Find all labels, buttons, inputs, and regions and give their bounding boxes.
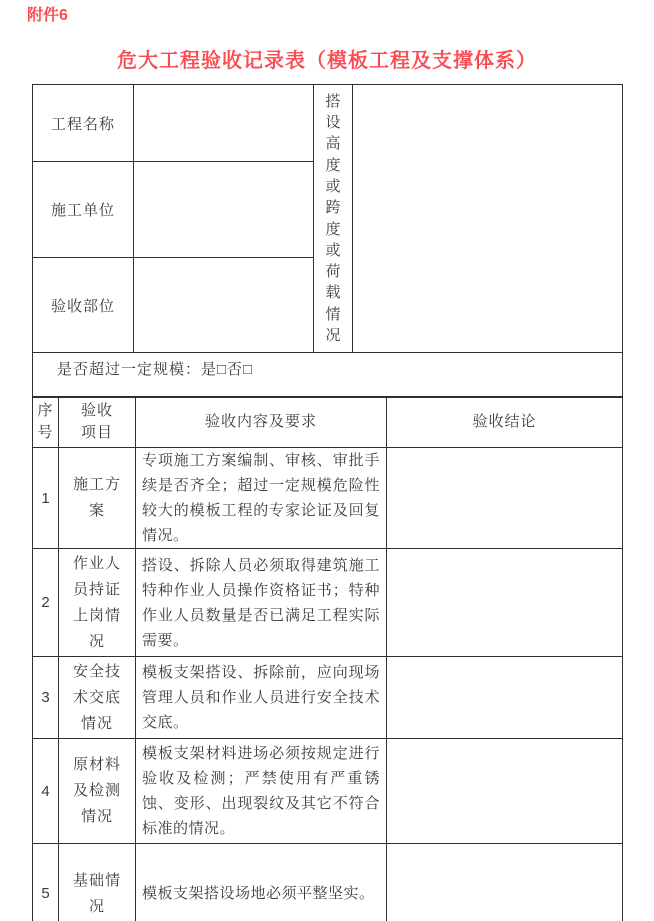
row-5-item: 基础情况 (59, 844, 136, 921)
setup-height-span-load-label: 搭设高度或跨度或荷载情况 (325, 92, 341, 344)
row-1-content: 专项施工方案编制、审核、审批手续是否齐全；超过一定规模危险性较大的模板工程的专家论证及回复情况。 (136, 448, 387, 549)
checklist-row-2 (33, 549, 623, 657)
row-3-seq: 3 (33, 657, 59, 739)
scale-question-checkboxes[interactable]: 是否超过一定规模：是□否□ (33, 353, 623, 398)
header-item: 验收项目 (59, 397, 136, 448)
row-1-seq: 1 (33, 448, 59, 549)
row-3-conclusion-cell[interactable] (387, 657, 623, 739)
construction-unit-value-cell[interactable] (134, 162, 314, 258)
checklist-row-3 (33, 657, 623, 739)
project-name-label: 工程名称 (33, 85, 134, 162)
checklist-row-1 (33, 448, 623, 549)
row-5-content: 模板支架搭设场地必须平整坚实。 (136, 844, 387, 921)
row-4-seq: 4 (33, 739, 59, 844)
setup-height-span-load-label-cell (314, 85, 353, 353)
acceptance-location-value-cell[interactable] (134, 258, 314, 353)
row-1-item: 施工方案 (59, 448, 136, 549)
info-table (32, 84, 623, 398)
attachment-label: 附件6 (27, 7, 68, 24)
row-4-content: 模板支架材料进场必须按规定进行验收及检测；严禁使用有严重锈蚀、变形、出现裂纹及其它不符合标准的情况。 (136, 739, 387, 844)
row-5-seq: 5 (33, 844, 59, 921)
header-conclusion: 验收结论 (387, 397, 623, 448)
row-2-conclusion-cell[interactable] (387, 549, 623, 657)
row-2-content: 搭设、拆除人员必须取得建筑施工特种作业人员操作资格证书；特种作业人员数量是否已满足工程实际需要。 (136, 549, 387, 657)
row-1-conclusion-cell[interactable] (387, 448, 623, 549)
row-5-conclusion-cell[interactable] (387, 844, 623, 921)
acceptance-location-label: 验收部位 (33, 258, 134, 353)
checklist-row-5 (33, 844, 623, 921)
project-name-value-cell[interactable] (134, 85, 314, 162)
info-row-project-name (33, 85, 623, 162)
info-row-scale-question (33, 353, 623, 398)
checklist-header-row (33, 397, 623, 448)
row-4-item: 原材料及检测情况 (59, 739, 136, 844)
header-seq: 序号 (33, 397, 59, 448)
row-3-item: 安全技术交底情况 (59, 657, 136, 739)
row-4-conclusion-cell[interactable] (387, 739, 623, 844)
checklist-table (32, 396, 623, 921)
page-title: 危大工程验收记录表（模板工程及支撑体系） (117, 50, 537, 72)
construction-unit-label: 施工单位 (33, 162, 134, 258)
checklist-row-4 (33, 739, 623, 844)
row-3-content: 模板支架搭设、拆除前，应向现场管理人员和作业人员进行安全技术交底。 (136, 657, 387, 739)
row-2-seq: 2 (33, 549, 59, 657)
row-2-item: 作业人员持证上岗情况 (59, 549, 136, 657)
header-content: 验收内容及要求 (136, 397, 387, 448)
setup-height-span-load-value-cell[interactable] (353, 85, 623, 353)
